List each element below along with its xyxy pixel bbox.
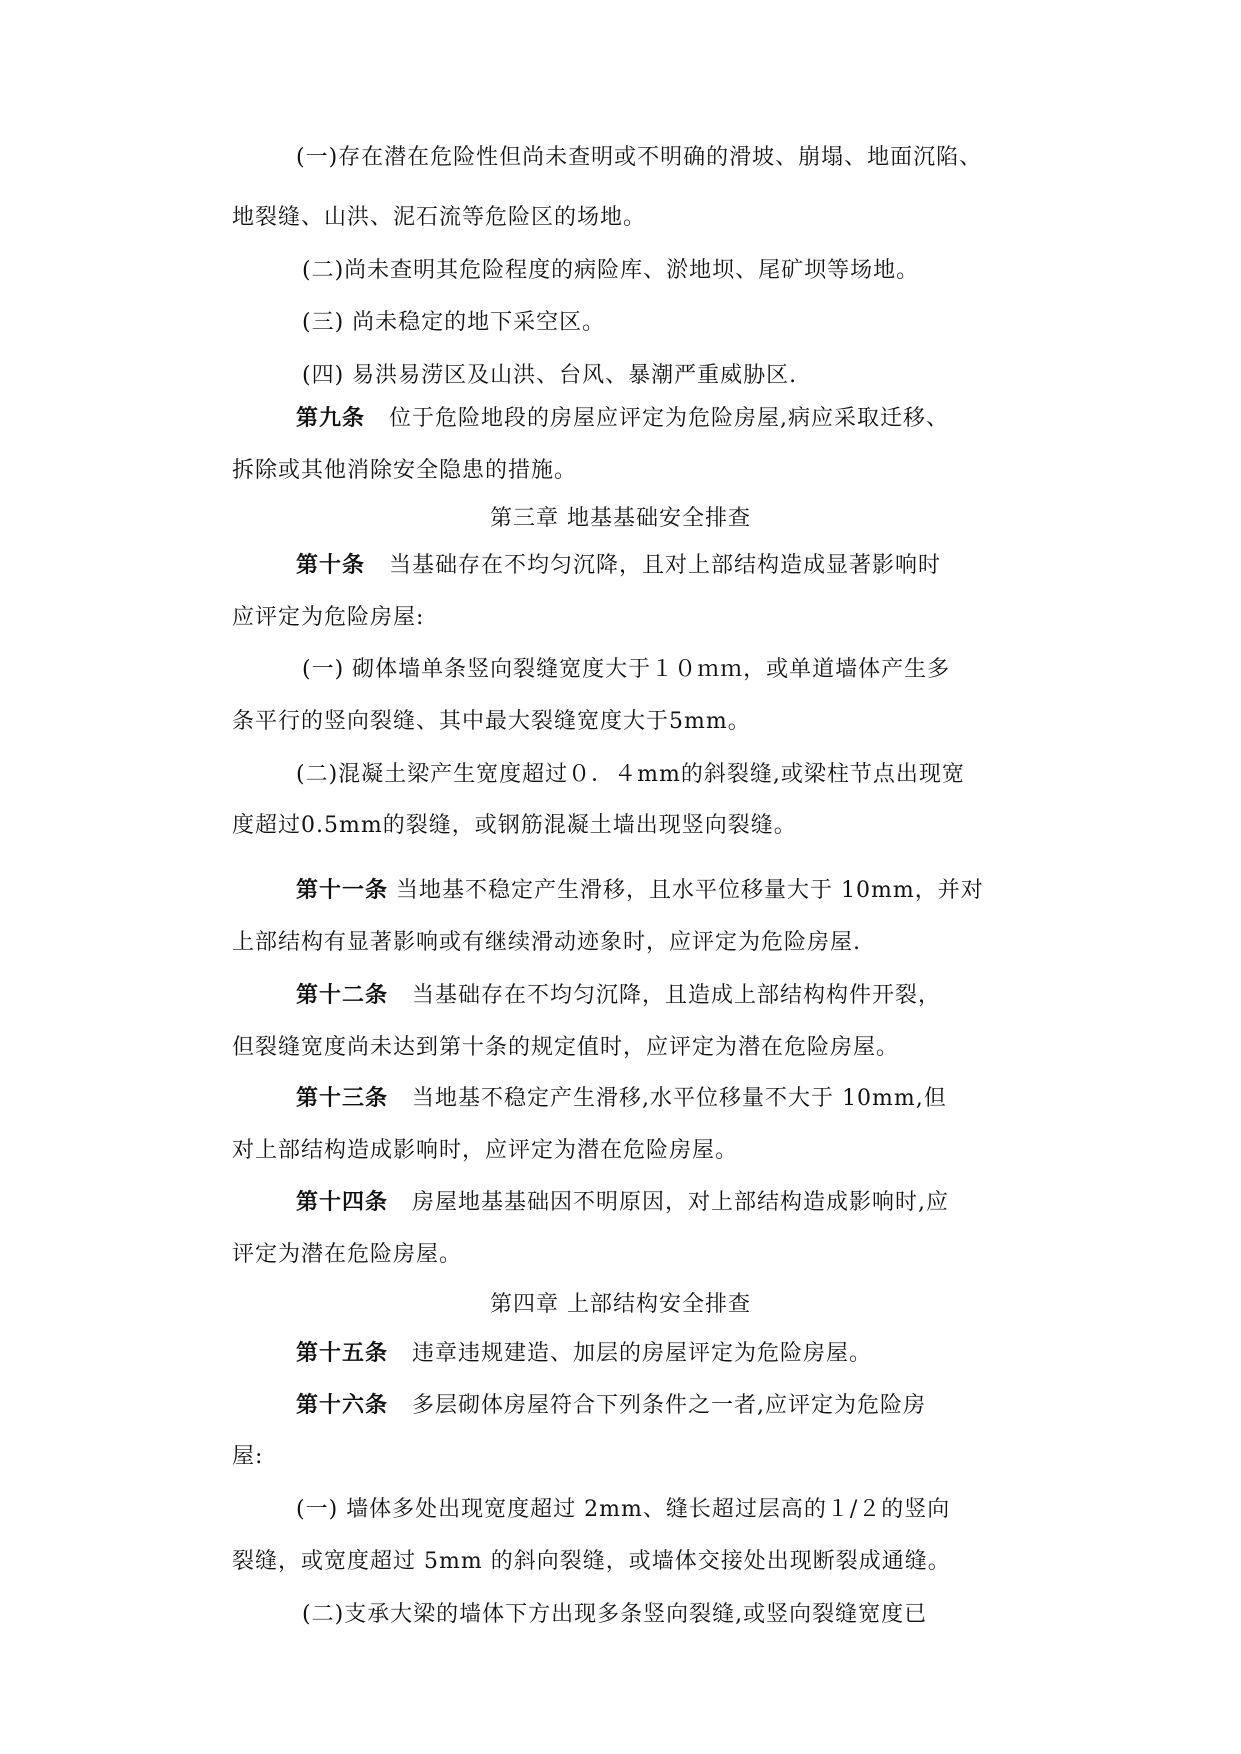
chapter-title: 第四章 上部结构安全排查 bbox=[490, 1292, 751, 1317]
paragraph-line: 条平行的竖向裂缝、其中最大裂缝宽度大于5mm。 bbox=[232, 709, 751, 734]
article-line bbox=[296, 1339, 872, 1369]
article-text: 当地基不稳定产生滑移，且水平位移量大于 10mm，并对 bbox=[396, 878, 984, 903]
paragraph-line: 对上部结构造成影响时，应评定为潜在危险房屋。 bbox=[232, 1138, 739, 1163]
paragraph-line: 评定为潜在危险房屋。 bbox=[232, 1242, 463, 1267]
article-line bbox=[296, 981, 941, 1011]
paragraph-line: (二)尚未查明其危险程度的病险库、淤地坝、尾矿坝等场地。 bbox=[302, 258, 920, 283]
paragraph-line: (二)支承大梁的墙体下方出现多条竖向裂缝,或竖向裂缝宽度已 bbox=[302, 1602, 928, 1627]
article-line bbox=[296, 551, 941, 581]
article-heading: 第十条 bbox=[296, 553, 366, 578]
article-text: 当地基不稳定产生滑移,水平位移量不大于 10mm,但 bbox=[412, 1086, 947, 1111]
article-heading: 第十六条 bbox=[296, 1393, 389, 1418]
article-heading: 第十二条 bbox=[296, 983, 389, 1008]
paragraph-line: 应评定为危险房屋: bbox=[232, 605, 425, 630]
article-line bbox=[296, 1188, 949, 1218]
article-text: 房屋地基基础因不明原因，对上部结构造成影响时,应 bbox=[412, 1190, 949, 1215]
paragraph-line: (一)存在潜在危险性但尚未查明或不明确的滑坡、崩塌、地面沉陷、 bbox=[296, 145, 983, 170]
paragraph-line: 地裂缝、山洪、泥石流等危险区的场地。 bbox=[232, 205, 647, 230]
paragraph-line: (三) 尚未稳定的地下采空区。 bbox=[302, 310, 606, 335]
article-text: 多层砌体房屋符合下列条件之一者,应评定为危险房 bbox=[412, 1393, 926, 1418]
paragraph-line: (二)混凝土梁产生宽度超过０．４mm的斜裂缝,或梁柱节点出现宽 bbox=[296, 762, 965, 787]
paragraph-line: (一) 砌体墙单条竖向裂缝宽度大于１０ｍｍ，或单道墙体产生多 bbox=[302, 657, 951, 682]
paragraph-line: 但裂缝宽度尚未达到第十条的规定值时，应评定为潜在危险房屋。 bbox=[232, 1035, 900, 1060]
article-line bbox=[296, 1391, 926, 1421]
article-text: 违章违规建造、加层的房屋评定为危险房屋。 bbox=[412, 1341, 873, 1366]
article-line bbox=[296, 404, 949, 434]
article-heading: 第十五条 bbox=[296, 1341, 389, 1366]
article-heading: 第十四条 bbox=[296, 1190, 389, 1215]
article-line bbox=[296, 876, 984, 906]
article-text: 当基础存在不均匀沉降，且对上部结构造成显著影响时 bbox=[389, 553, 942, 578]
paragraph-line: 拆除或其他消除安全隐患的措施。 bbox=[232, 458, 578, 483]
article-heading: 第九条 bbox=[296, 406, 366, 431]
paragraph-line: 上部结构有显著影响或有继续滑动迹象时，应评定为危险房屋. bbox=[232, 930, 861, 955]
paragraph-line: (一) 墙体多处出现宽度超过 2mm、缝长超过层高的１/２的竖向 bbox=[296, 1497, 951, 1522]
article-heading: 第十一条 bbox=[296, 878, 389, 903]
paragraph-line: 裂缝，或宽度超过 5mm 的斜向裂缝，或墙体交接处出现断裂成通缝。 bbox=[232, 1549, 951, 1574]
article-text: 当基础存在不均匀沉降，且造成上部结构构件开裂， bbox=[412, 983, 942, 1008]
paragraph-line: 屋: bbox=[232, 1444, 264, 1469]
article-heading: 第十三条 bbox=[296, 1086, 389, 1111]
article-line bbox=[296, 1084, 947, 1114]
paragraph-line: 度超过0.5mm的裂缝，或钢筋混凝土墙出现竖向裂缝。 bbox=[232, 813, 797, 838]
chapter-title: 第三章 地基基础安全排查 bbox=[490, 506, 751, 531]
article-text: 位于危险地段的房屋应评定为危险房屋,病应采取迁移、 bbox=[389, 406, 949, 431]
paragraph-line: (四) 易洪易涝区及山洪、台风、暴潮严重威胁区. bbox=[302, 363, 798, 388]
